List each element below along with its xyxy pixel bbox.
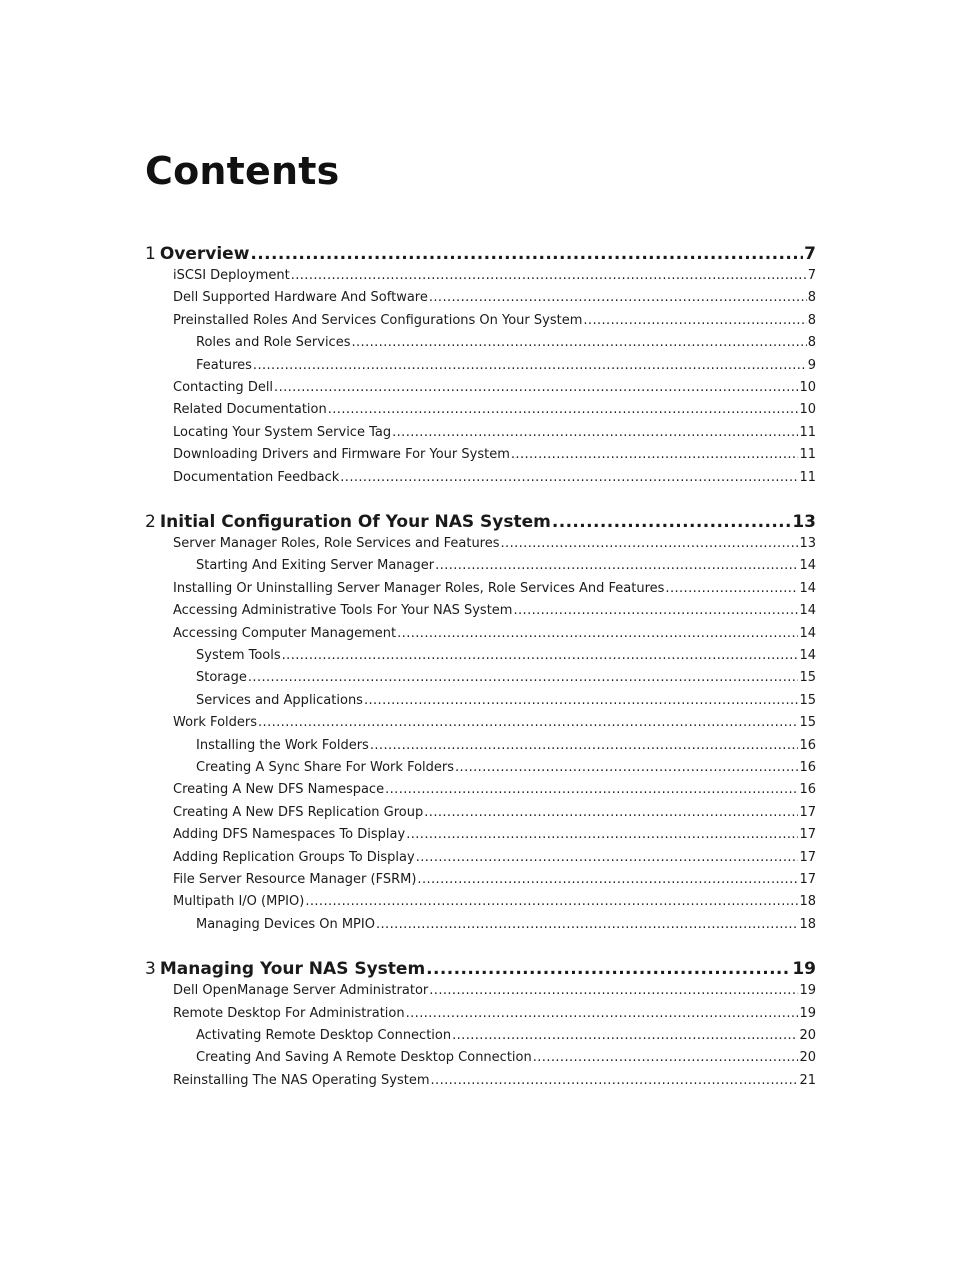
toc-entry[interactable] xyxy=(173,1005,816,1023)
dot-leader xyxy=(258,714,798,732)
dot-leader xyxy=(426,958,791,980)
toc-page-number: 11 xyxy=(799,447,816,463)
dot-leader xyxy=(406,826,798,844)
toc-entry-title: System Tools xyxy=(196,648,281,663)
dot-leader xyxy=(511,446,799,464)
toc-entry-title: Multipath I/O (MPIO) xyxy=(173,894,305,910)
toc-page-number: 7 xyxy=(804,244,816,264)
page-title: Contents xyxy=(145,149,340,193)
dot-leader xyxy=(392,424,798,442)
toc-entry[interactable] xyxy=(173,1072,816,1090)
toc-entry[interactable] xyxy=(173,535,816,553)
toc-entry[interactable] xyxy=(173,826,816,844)
dot-leader xyxy=(406,1005,799,1023)
toc-page-number: 14 xyxy=(799,625,816,641)
toc-entry[interactable] xyxy=(196,647,816,665)
dot-leader xyxy=(424,804,798,822)
toc-page-number: 14 xyxy=(799,580,816,596)
toc-page-number: 10 xyxy=(799,402,816,418)
toc-entry-title: Roles and Role Services xyxy=(196,335,351,351)
dot-leader xyxy=(274,379,798,397)
toc-entry-title: Remote Desktop For Administration xyxy=(173,1005,405,1021)
toc-page-number: 8 xyxy=(807,335,816,351)
dot-leader xyxy=(370,737,799,755)
toc-entry-title: Managing Devices On MPIO xyxy=(196,916,375,932)
toc-page-number: 16 xyxy=(799,760,816,775)
toc-entry[interactable] xyxy=(173,267,816,285)
toc-page-number: 7 xyxy=(807,268,816,283)
toc-entry[interactable] xyxy=(173,289,816,307)
toc-entry[interactable] xyxy=(173,871,816,889)
dot-leader xyxy=(452,1027,798,1045)
toc-page-number: 19 xyxy=(799,983,816,999)
toc-page-number: 14 xyxy=(799,648,816,663)
toc-entry[interactable] xyxy=(173,379,816,397)
toc-page-number: 14 xyxy=(799,558,816,574)
dot-leader xyxy=(417,871,798,889)
toc-entry[interactable] xyxy=(173,714,816,732)
toc-entry-title: Installing Or Uninstalling Server Manager Roles, Role Services And Features xyxy=(173,580,665,596)
toc-entry[interactable] xyxy=(173,893,816,911)
toc-page-number: 17 xyxy=(799,849,816,865)
toc-entry[interactable] xyxy=(173,982,816,1000)
toc-entry[interactable] xyxy=(196,334,816,352)
toc-entry-title: Related Documentation xyxy=(173,402,327,418)
toc-page-number: 19 xyxy=(792,959,816,980)
dot-leader xyxy=(351,334,806,352)
chapter-number: 3 xyxy=(145,959,156,980)
toc-chapter-entry[interactable] xyxy=(145,958,816,980)
dot-leader xyxy=(513,602,798,620)
toc-entry-title: Documentation Feedback xyxy=(173,469,340,485)
dot-leader xyxy=(305,893,798,911)
toc-chapter-entry[interactable] xyxy=(145,511,816,533)
toc-entry[interactable] xyxy=(173,602,816,620)
toc-entry[interactable] xyxy=(196,357,816,375)
toc-entry-title: Accessing Administrative Tools For Your NAS System xyxy=(173,603,513,619)
toc-page-number: 8 xyxy=(807,290,816,306)
toc-entry-title: Accessing Computer Management xyxy=(173,625,397,641)
toc-entry-title: Creating And Saving A Remote Desktop Connection xyxy=(196,1050,532,1066)
dot-leader xyxy=(455,759,798,777)
toc-page-number: 18 xyxy=(799,894,816,910)
toc-entry-title: Dell Supported Hardware And Software xyxy=(173,290,428,306)
toc-entry-title: Locating Your System Service Tag xyxy=(173,424,392,440)
toc-page-number: 11 xyxy=(799,424,816,440)
dot-leader xyxy=(533,1049,799,1067)
toc-page-number: 20 xyxy=(799,1028,816,1043)
dot-leader xyxy=(253,357,807,375)
toc-entry-title: Creating A New DFS Namespace xyxy=(173,782,385,798)
toc-entry-title: File Server Resource Manager (FSRM) xyxy=(173,872,417,887)
toc-page-number: 10 xyxy=(799,380,816,395)
toc-entry[interactable] xyxy=(173,804,816,822)
toc-page-number: 11 xyxy=(799,469,816,485)
toc-entry-title: Storage xyxy=(196,670,247,686)
toc-page-number: 21 xyxy=(799,1072,816,1088)
toc-entry[interactable] xyxy=(196,692,816,710)
dot-leader xyxy=(431,1072,799,1090)
toc-entry-title: Managing Your NAS System xyxy=(159,959,426,980)
toc-entry-title: Starting And Exiting Server Manager xyxy=(196,558,435,574)
toc-entry[interactable] xyxy=(196,916,816,934)
toc-chapter-entry[interactable] xyxy=(145,243,816,265)
toc-page-number: 15 xyxy=(799,670,816,686)
toc-page-number: 15 xyxy=(799,715,816,731)
dot-leader xyxy=(364,692,799,710)
toc-entry-title: Work Folders xyxy=(173,715,257,731)
toc-page-number: 13 xyxy=(799,536,816,551)
dot-leader xyxy=(340,469,798,487)
dot-leader xyxy=(328,401,799,419)
toc-entry[interactable] xyxy=(196,1027,816,1045)
toc-page-number: 13 xyxy=(792,512,816,532)
toc-entry-title: Features xyxy=(196,357,252,373)
toc-entry[interactable] xyxy=(173,781,816,799)
dot-leader xyxy=(552,511,791,533)
toc-entry[interactable] xyxy=(173,401,816,419)
toc-page-number: 14 xyxy=(799,603,816,619)
toc-entry[interactable] xyxy=(173,424,816,442)
toc-entry-title: Overview xyxy=(159,244,250,264)
dot-leader xyxy=(429,289,807,307)
dot-leader xyxy=(435,557,798,575)
toc-entry-title: Creating A Sync Share For Work Folders xyxy=(196,760,455,775)
toc-page-number: 18 xyxy=(799,916,816,932)
toc-entry[interactable] xyxy=(173,469,816,487)
toc-entry-title: Activating Remote Desktop Connection xyxy=(196,1028,452,1043)
dot-leader xyxy=(397,625,798,643)
dot-leader xyxy=(250,243,803,265)
toc-entry-title: Preinstalled Roles And Services Configurations On Your System xyxy=(173,312,583,328)
dot-leader xyxy=(291,267,807,285)
dot-leader xyxy=(583,312,806,330)
toc-entry[interactable] xyxy=(196,557,816,575)
toc-entry-title: Services and Applications xyxy=(196,692,363,708)
toc-entry-title: Installing the Work Folders xyxy=(196,737,369,753)
toc-entry-title: Contacting Dell xyxy=(173,380,274,395)
toc-entry-title: Creating A New DFS Replication Group xyxy=(173,804,424,820)
toc-entry-title: Initial Configuration Of Your NAS System xyxy=(159,512,551,532)
toc-entry[interactable] xyxy=(173,446,816,464)
toc-page-number: 17 xyxy=(799,827,816,843)
toc-page-number: 20 xyxy=(799,1050,816,1066)
toc-entry[interactable] xyxy=(196,759,816,777)
dot-leader xyxy=(416,849,799,867)
toc-entry-title: Server Manager Roles, Role Services and Features xyxy=(173,536,500,551)
toc-entry-title: Downloading Drivers and Firmware For Your System xyxy=(173,447,510,463)
toc-entry[interactable] xyxy=(196,737,816,755)
toc-page-number: 9 xyxy=(807,357,816,373)
toc-entry[interactable] xyxy=(173,849,816,867)
toc-page-number: 16 xyxy=(799,782,816,798)
dot-leader xyxy=(501,535,799,553)
toc-entry[interactable] xyxy=(173,625,816,643)
toc-entry[interactable] xyxy=(173,580,816,598)
toc-page-number: 17 xyxy=(799,804,816,820)
toc-entry[interactable] xyxy=(196,669,816,687)
toc-entry-title: Dell OpenManage Server Administrator xyxy=(173,983,429,999)
chapter-number: 1 xyxy=(145,244,156,264)
toc-entry-title: Adding DFS Namespaces To Display xyxy=(173,827,406,843)
dot-leader xyxy=(282,647,799,665)
toc-entry-title: iSCSI Deployment xyxy=(173,268,290,283)
dot-leader xyxy=(385,781,798,799)
dot-leader xyxy=(376,916,798,934)
toc-page-number: 19 xyxy=(799,1005,816,1021)
dot-leader xyxy=(665,580,798,598)
toc-entry-title: Reinstalling The NAS Operating System xyxy=(173,1072,430,1088)
toc-page-number: 17 xyxy=(799,872,816,887)
toc-page-number: 16 xyxy=(799,737,816,753)
toc-entry[interactable] xyxy=(196,1049,816,1067)
toc-entry-title: Adding Replication Groups To Display xyxy=(173,849,415,865)
dot-leader xyxy=(429,982,798,1000)
chapter-number: 2 xyxy=(145,512,156,532)
dot-leader xyxy=(248,669,799,687)
toc-page-number: 15 xyxy=(799,692,816,708)
toc-page-number: 8 xyxy=(807,312,816,328)
toc-entry[interactable] xyxy=(173,312,816,330)
